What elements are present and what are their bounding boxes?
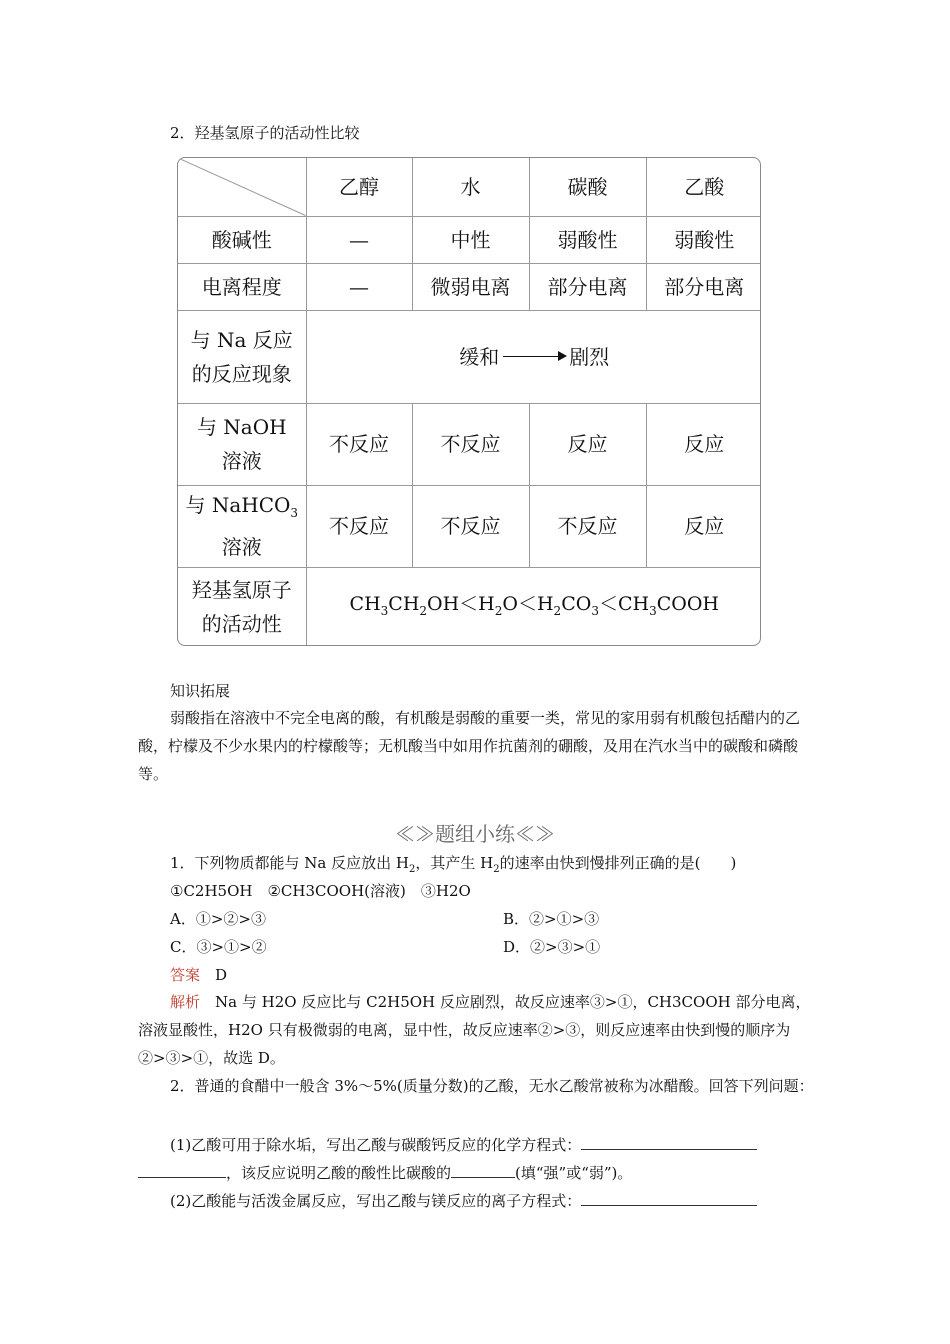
table-corner-cell [178,158,306,216]
q1-option-c: C．③>①>② [170,938,267,956]
table-cell: 反应 [646,485,761,567]
row-label-nahco3 [178,485,306,567]
answer-blank[interactable] [581,1133,757,1150]
q1-option-a: A．①>②>③ [170,910,266,928]
table-cell: 弱酸性 [646,216,761,263]
analysis-label: 解析 [170,993,201,1011]
row-label-line: 的活动性 [201,612,282,637]
extension-title: 知识拓展 [170,682,231,700]
table-cell: 不反应 [412,403,529,485]
row-label-ionization: 电离程度 [178,263,306,310]
table-cell: 不反应 [529,485,646,567]
table-cell: 不反应 [306,403,412,485]
table-cell: 中性 [412,216,529,263]
row-label-line: 溶液 [221,535,262,559]
table-cell: 不反应 [306,485,412,567]
column-header: 碳酸 [529,158,646,216]
extension-body: 弱酸指在溶液中不完全电离的酸，有机酸是弱酸的重要一类，常见的家用弱有机酸包括醋内的乙酸，柠檬及不少水果内的柠檬酸等；无机酸当中如用作抗菌剂的硼酸，及用在汽水当中的碳酸和磷酸等。 [138,709,801,783]
row-label-line: 溶液 [221,449,262,473]
q1-analysis [138,988,814,1072]
column-header: 乙醇 [306,158,412,216]
activity-formula: $CH_3CH_2OH<H_2O<H_2CO_3<CH_3COOH$ [306,567,761,646]
table-cell: 部分电离 [646,263,761,310]
comparison-table [177,157,761,646]
practice-heading: ≪≫题组小练≪≫ [395,822,555,846]
row-label-line: 与 NaOH [196,415,287,439]
row-label-line: 的反应现象 [191,361,292,386]
answer-label: 答案 [170,966,201,984]
table-cell: 反应 [646,403,761,485]
row-label-line: 与 NaHCO$_3$ [185,493,299,520]
row-label-na [178,310,306,403]
table-cell: 反应 [529,403,646,485]
reaction-end-label: 剧烈 [569,344,610,369]
q2-part2: (2)乙酸能与活泼金属反应，写出乙酸与镁反应的离子方程式： [170,1189,757,1211]
q2-part1: (1)乙酸可用于除水垢，写出乙酸与碳酸钙反应的化学方程式： [170,1133,757,1155]
q1-answer [170,965,227,985]
table-cell: 部分电离 [529,263,646,310]
row-label-line: 羟基氢原子 [191,578,292,603]
q1-option-d: D．②>③>① [503,938,601,956]
na-reaction-cell [306,310,761,403]
column-header: 水 [412,158,529,216]
section-title: 2．羟基氢原子的活动性比较 [170,124,360,142]
table-cell: — [306,263,412,310]
row-label-naoh [178,403,306,485]
answer-blank[interactable] [451,1161,515,1178]
q2-stem: 2．普通的食醋中一般含 3%～5%(质量分数)的乙酸，无水乙酸常被称为冰醋酸。回答下列问题： [170,1077,814,1095]
answer-value: D [215,966,228,984]
table-cell: 弱酸性 [529,216,646,263]
column-header: 乙酸 [646,158,761,216]
q1-option-b: B．②>①>③ [503,910,600,928]
row-label-activity [178,567,306,646]
q1-items: ①C2H5OH ②CH3COOH(溶液) ③H2O [170,882,471,900]
right-arrow-icon [503,356,565,357]
row-label-acidity: 酸碱性 [178,216,306,263]
answer-blank[interactable] [138,1161,226,1178]
table-cell: 不反应 [412,485,529,567]
reaction-start-label: 缓和 [459,344,500,369]
q2-part1-cont: ，该反应说明乙酸的酸性比碳酸的 (填“强”或“弱”)。 [138,1161,632,1183]
q1-stem: 1．下列物质都能与 Na 反应放出 $H_2$，其产生 $H_2$的速率由快到慢排列正确的是( ) [170,854,737,875]
analysis-text: Na 与 H2O 反应比与 C2H5OH 反应剧烈，故反应速率③>①，CH3COOH 部分电离，溶液显酸性，H2O 只有极微弱的电离，显中性，故反应速率②>③，则反应速率由快到慢的顺序为②>③>①，故选 D。 [138,993,811,1067]
row-label-line: 与 Na 反应 [190,327,293,352]
table-cell: 微弱电离 [412,263,529,310]
table-cell: — [306,216,412,263]
answer-blank[interactable] [581,1189,757,1206]
